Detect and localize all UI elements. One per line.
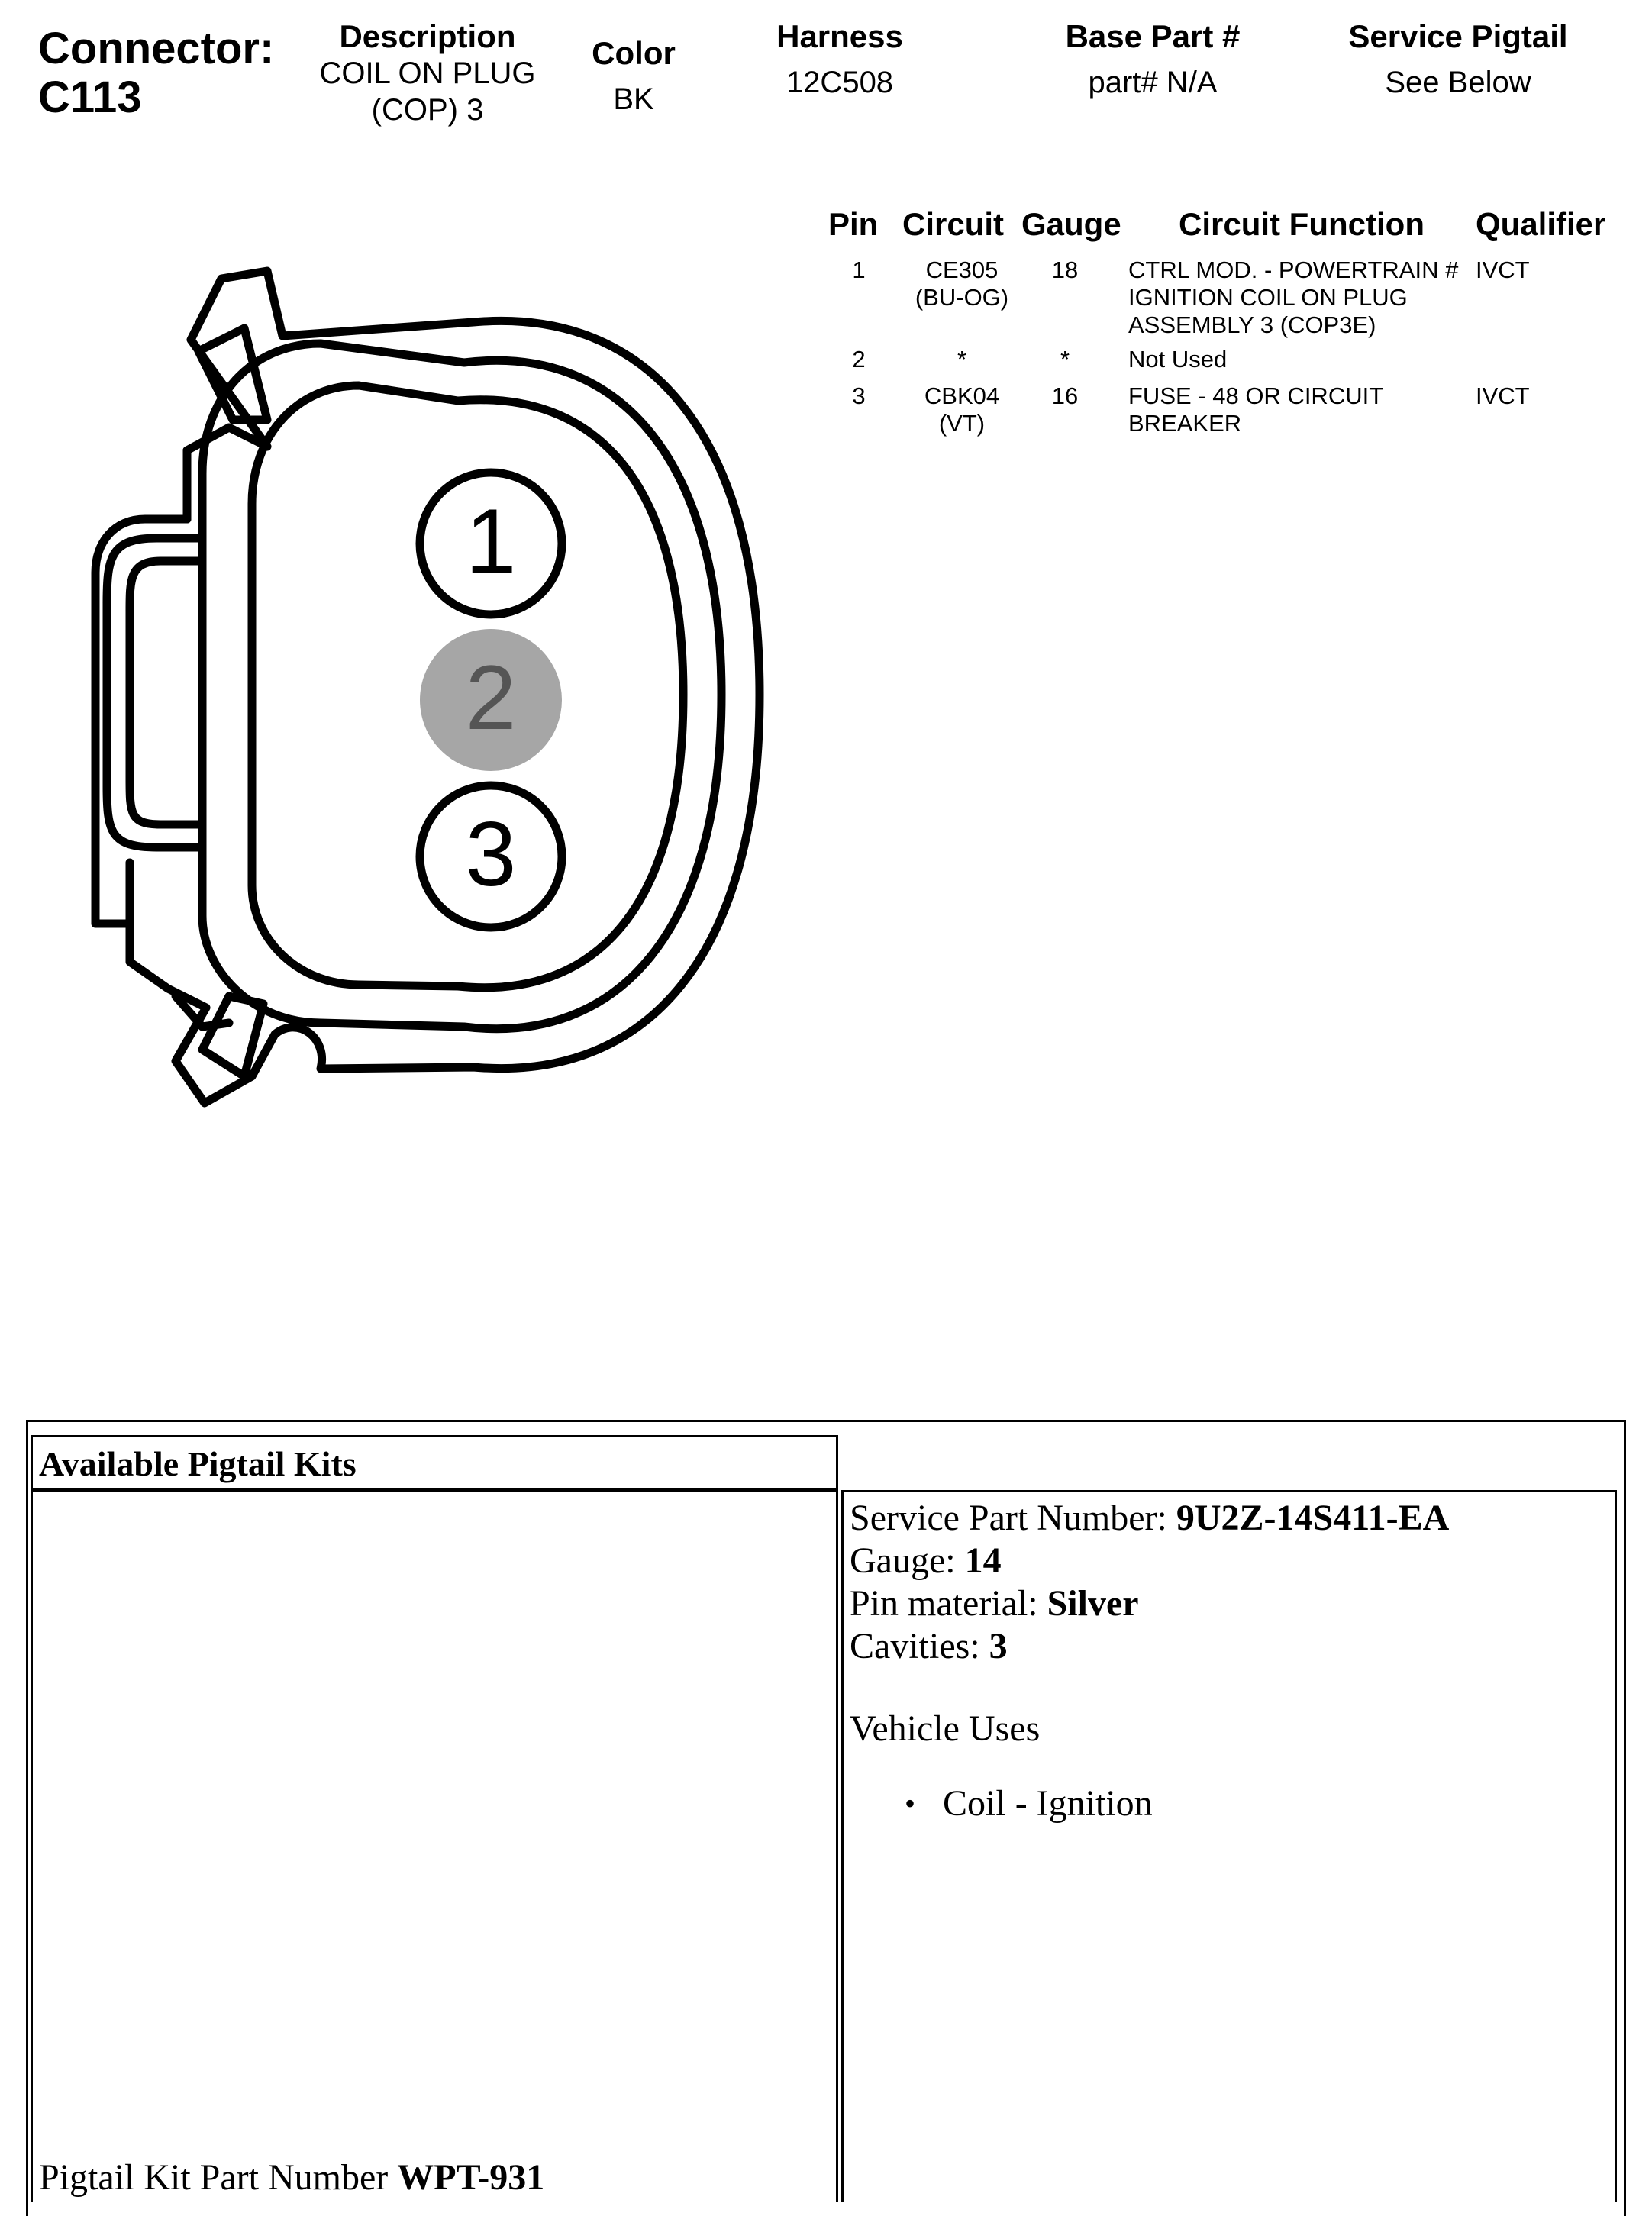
latch-inner [130, 561, 202, 824]
pin-material-label: Pin material: [850, 1583, 1047, 1624]
function-line: Not Used [1128, 346, 1228, 373]
function-line: BREAKER [1128, 410, 1242, 437]
harness-label: Harness [776, 18, 903, 54]
service-pigtail-label: Service Pigtail [1348, 18, 1568, 54]
qualifier-cell: IVCT [1476, 256, 1530, 283]
service-part-value: 9U2Z-14S411-EA [1176, 1498, 1450, 1538]
kit-part-value: WPT-931 [397, 2157, 545, 2198]
pin-number: 2 [852, 346, 866, 373]
vehicle-uses-title: Vehicle Uses [850, 1708, 1041, 1749]
function-cell [1128, 346, 1510, 373]
pigtail-kit-info [850, 1497, 1449, 1825]
qualifier-header: Qualifier [1476, 206, 1606, 242]
connector-title [38, 24, 274, 122]
pin-material-value: Silver [1047, 1583, 1139, 1624]
base-part-label: Base Part # [1065, 18, 1241, 54]
harness-value: 12C508 [786, 66, 894, 99]
gauge-header: Gauge [1021, 206, 1121, 242]
color-value: BK [613, 82, 654, 116]
harness-column [748, 18, 931, 101]
pigtail-kit-image-cell [31, 1490, 838, 2202]
circuit-code: * [957, 346, 967, 373]
gauge-cell: 18 [1051, 256, 1079, 283]
pigtail-kits-header [31, 1435, 838, 1490]
circuit-header: Circuit [902, 206, 1005, 242]
top-locking-tab [198, 328, 267, 420]
cavity-3-label: 3 [465, 803, 517, 905]
connector-header [0, 0, 1652, 153]
color-label: Color [592, 35, 676, 71]
pin-number: 3 [852, 382, 866, 409]
service-part-line [850, 1497, 1449, 1540]
cavities-value: 3 [989, 1626, 1008, 1666]
cavities-line [850, 1625, 1449, 1668]
gauge-cell: 16 [1051, 382, 1079, 409]
gauge-cell: * [1060, 346, 1070, 373]
gauge-value: 14 [964, 1540, 1002, 1581]
circuit-color: (VT) [938, 410, 986, 437]
circuit-cell [901, 256, 1023, 311]
circuit-code: CBK04 [924, 382, 1000, 409]
circuit-cell [901, 382, 1023, 437]
list-item: • Coil - Ignition [943, 1782, 1449, 1825]
function-line: CTRL MOD. - POWERTRAIN # [1128, 256, 1459, 283]
qualifier-cell: IVCT [1476, 382, 1530, 409]
description-column [298, 18, 557, 128]
circuit-color: (BU-OG) [915, 284, 1009, 311]
kit-part-label: Pigtail Kit Part Number [39, 2157, 398, 2198]
pin-material-line [850, 1582, 1449, 1625]
base-part-column [1023, 18, 1283, 101]
gauge-line [850, 1540, 1449, 1582]
gauge-label: Gauge: [850, 1540, 965, 1581]
pigtail-kit-part-number [39, 2156, 544, 2199]
color-column [565, 35, 702, 118]
connector-label: Connector: [38, 24, 275, 73]
pin-header: Pin [828, 206, 879, 242]
function-line: FUSE - 48 OR CIRCUIT [1128, 382, 1384, 409]
service-part-label: Service Part Number: [850, 1498, 1176, 1538]
description-value-line2: (COP) 3 [371, 93, 484, 127]
cavity-group [420, 473, 562, 927]
cavities-label: Cavities: [850, 1626, 989, 1666]
pin-number: 1 [852, 256, 866, 283]
circuit-cell [901, 346, 1023, 373]
cavity-1-label: 1 [465, 490, 517, 592]
cavity-2-label: 2 [465, 647, 517, 749]
latch-outer [107, 538, 202, 847]
description-value-line1: COIL ON PLUG [319, 56, 536, 90]
vehicle-uses-list [850, 1782, 1449, 1825]
circuit-code: CE305 [925, 256, 999, 283]
function-line: ASSEMBLY 3 (COP3E) [1128, 311, 1376, 338]
description-label: Description [339, 18, 516, 54]
connector-id: C113 [38, 73, 142, 122]
base-part-value: part# N/A [1088, 66, 1218, 99]
function-cell [1128, 382, 1510, 437]
pigtail-kits-title: Available Pigtail Kits [39, 1444, 357, 1483]
function-cell [1128, 256, 1510, 339]
circuit-function-header: Circuit Function [1179, 206, 1425, 242]
service-pigtail-value: See Below [1385, 66, 1531, 99]
connector-face-diagram [69, 252, 779, 1137]
pigtail-kit-info-cell [841, 1490, 1617, 2202]
service-pigtail-column [1313, 18, 1603, 101]
function-line: IGNITION COIL ON PLUG [1128, 284, 1408, 311]
